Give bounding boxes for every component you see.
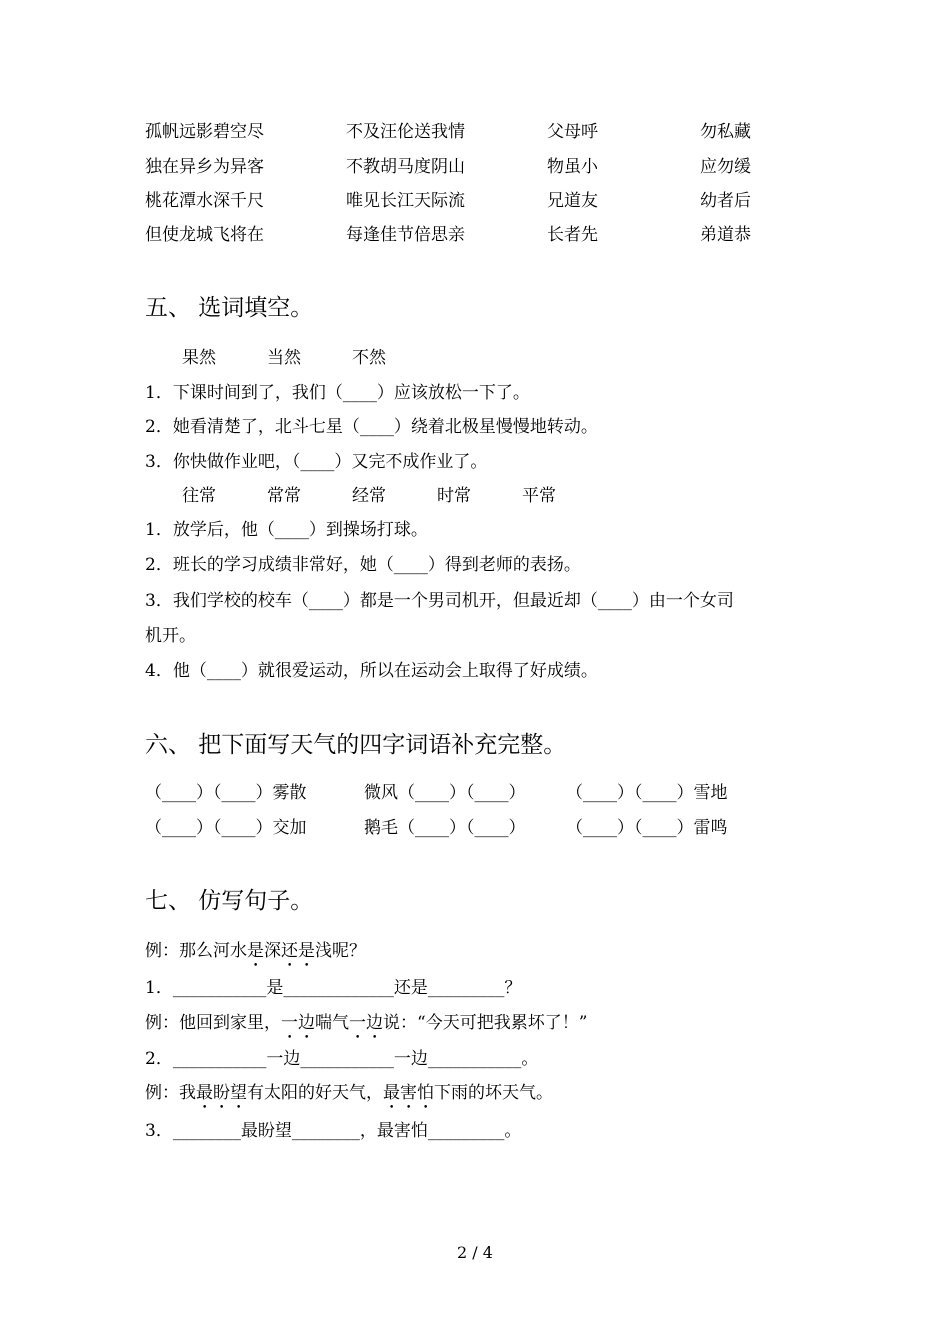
poem-cell: 应勿缓 (700, 157, 751, 177)
poem-cell: 物虽小 (547, 157, 598, 177)
imitation-question-3: 3．________最盼望________，最害怕_________。 (145, 1121, 522, 1141)
poem-cell: 勿私藏 (700, 122, 751, 142)
imitation-question-1: 1．___________是_____________还是_________？ (145, 978, 522, 998)
emphasis-mark: 还 (281, 941, 298, 961)
idiom-blank: （____）（____）雪地 (566, 783, 728, 803)
exercise-item: 4．他（____）就很爱运动，所以在运动会上取得了好成绩。 (145, 661, 598, 681)
poem-cell: 不教胡马度阴山 (346, 157, 465, 177)
emphasis-mark: 最盼望 (196, 1083, 247, 1103)
example-sentence-3: 例：我最盼望有太阳的好天气，最害怕下雨的坏天气。 (145, 1083, 553, 1103)
emphasis-mark: 是 (298, 941, 315, 961)
example-sentence-1: 例：那么河水是深还是浅呢？ (145, 941, 366, 961)
exercise-item: 1．放学后，他（____）到操场打球。 (145, 520, 428, 540)
poem-cell: 长者先 (547, 225, 598, 245)
word-choices-2: 往常 常常 经常 时常 平常 (182, 486, 556, 506)
poem-cell: 桃花潭水深千尺 (145, 191, 264, 211)
poem-cell: 孤帆远影碧空尽 (145, 122, 264, 142)
poem-cell: 幼者后 (700, 191, 751, 211)
idiom-blank: 鹅毛（____）（____） (364, 818, 526, 838)
poem-cell: 弟道恭 (700, 225, 751, 245)
page-number: 2 / 4 (457, 1243, 493, 1262)
poem-cell: 每逢佳节倍思亲 (346, 225, 465, 245)
word-choices-1: 果然 当然 不然 (182, 348, 386, 368)
idiom-blank: 微风（____）（____） (364, 783, 526, 803)
exercise-item: 机开。 (145, 626, 196, 646)
section7-title: 七、 仿写句子。 (145, 888, 314, 914)
emphasis-mark: 是 (247, 941, 264, 961)
idiom-blank: （____）（____）雾散 (145, 783, 307, 803)
exercise-item: 3．你快做作业吧，（____）又完不成作业了。 (145, 452, 488, 472)
exercise-item: 2．她看清楚了，北斗七星（____）绕着北极星慢慢地转动。 (145, 417, 598, 437)
exercise-item: 1．下课时间到了，我们（____）应该放松一下了。 (145, 383, 530, 403)
idiom-blank: （____）（____）交加 (145, 818, 307, 838)
example-sentence-2: 例：他回到家里，一边喘气一边说：“今天可把我累坏了！” (145, 1013, 588, 1033)
emphasis-mark: 一边 (349, 1013, 383, 1033)
emphasis-mark: 一边 (281, 1013, 315, 1033)
poem-cell: 但使龙城飞将在 (145, 225, 264, 245)
exercise-item: 2．班长的学习成绩非常好，她（____）得到老师的表扬。 (145, 555, 581, 575)
emphasis-mark: 最害怕 (383, 1083, 434, 1103)
poem-cell: 兄道友 (547, 191, 598, 211)
section5-title: 五、 选词填空。 (145, 295, 314, 321)
idiom-blank: （____）（____）雷鸣 (566, 818, 728, 838)
poem-cell: 唯见长江天际流 (346, 191, 465, 211)
exercise-item: 3．我们学校的校车（____）都是一个男司机开，但最近却（____）由一个女司 (145, 591, 734, 611)
section6-title: 六、 把下面写天气的四字词语补充完整。 (145, 732, 567, 758)
poem-cell: 独在异乡为异客 (145, 157, 264, 177)
poem-cell: 不及汪伦送我情 (346, 122, 465, 142)
poem-cell: 父母呼 (547, 122, 598, 142)
imitation-question-2: 2．___________一边___________一边___________。 (145, 1049, 539, 1069)
